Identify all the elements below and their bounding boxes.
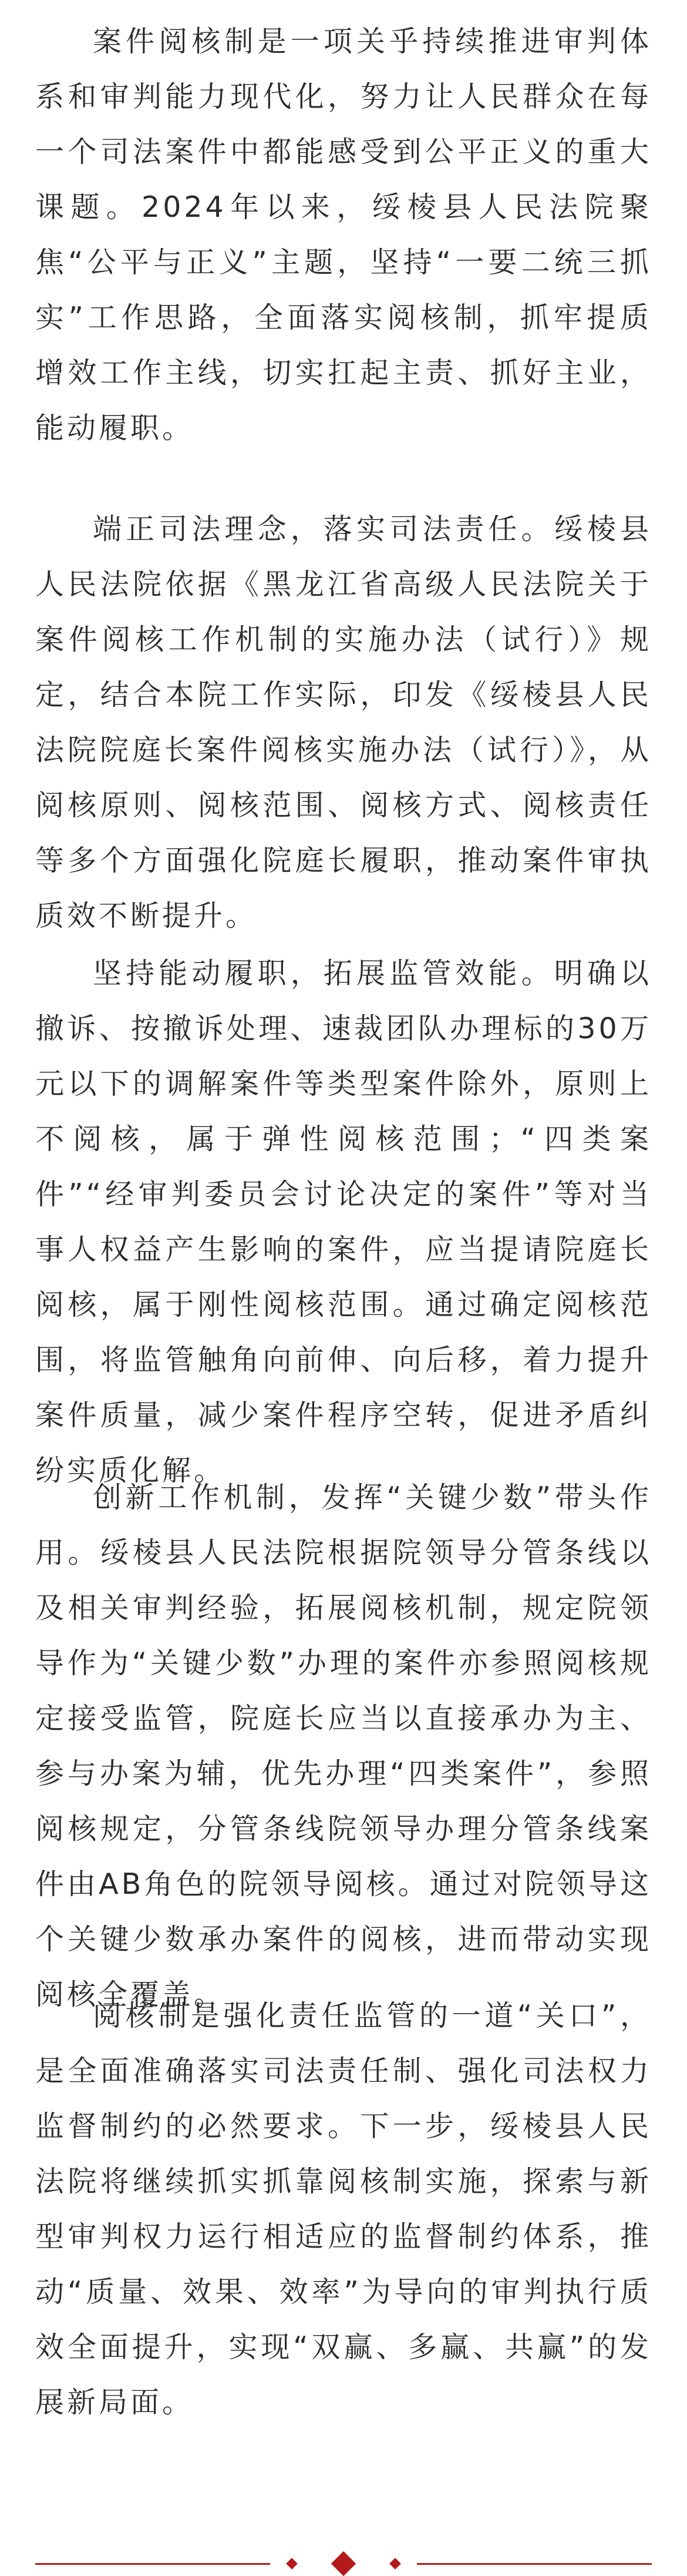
article-paragraph-intro: 案件阅核制是一项关乎持续推进审判体系和审判能力现代化，努力让人民群众在每一个司法案件中都能感受到公平正义的重大课题。2024年以来，绥棱县人民法院聚焦“公平与正义”主题，坚持“一要二统三抓实”工作思路，全面落实阅核制，抓牢提质增效工作主线，切实扛起主责、抓好主业，能动履职。 xyxy=(35,25,652,445)
article-paragraph-conclusion: 阅核制是强化责任监管的一道“关口”，是全面准确落实司法责任制、强化司法权力监督制约的必然要求。下一步，绥棱县人民法院将继续抓实抓靠阅核制实施，探索与新型审判权力运行相适应的监督制约体系，推动“质量、效果、效率”为导向的审判执行质效全面提升，实现“双赢、多赢、共赢”的发展新局面。 xyxy=(35,1999,652,2419)
article-paragraph-key-minority: 创新工作机制，发挥“关键少数”带头作用。绥棱县人民法院根据院领导分管条线以及相关审判经验，拓展阅核机制，规定院领导作为“关键少数”办理的案件亦参照阅核规定接受监管，院庭长应当以直接承办为主、参与办案为辅，优先办理“四类案件”，参照阅核规定，分管条线院领导办理分管条线案件由AB角色的院领导阅核。通过对院领导这个关键少数承办案件的阅核，进而带动实现阅核全覆盖。 xyxy=(35,1481,652,2011)
divider-line-right xyxy=(417,2563,652,2565)
divider-diamond-center xyxy=(331,2551,356,2576)
article-paragraph-supervision: 坚持能动履职，拓展监管效能。明确以撤诉、按撤诉处理、速裁团队办理标的30万元以下的调解案件等类型案件除外，原则上不阅核，属于弹性阅核范围；“四类案件”“经审判委员会讨论决定的案件”等对当事人权益产生影响的案件，应当提请院庭长阅核，属于刚性阅核范围。通过确定阅核范围，将监管触角向前伸、向后移，着力提升案件质量，减少案件程序空转，促进矛盾纠纷实质化解。 xyxy=(35,957,652,1487)
ornamental-divider xyxy=(35,2550,652,2576)
divider-diamond-small-left xyxy=(286,2558,298,2570)
divider-diamond-small-right xyxy=(389,2558,401,2570)
article-paragraph-judicial-responsibility: 端正司法理念，落实司法责任。绥棱县人民法院依据《黑龙江省高级人民法院关于案件阅核工作机制的实施办法（试行）》规定，结合本院工作实际，印发《绥棱县人民法院院庭长案件阅核实施办法（试行）》，从阅核原则、阅核范围、阅核方式、阅核责任等多个方面强化院庭长履职，推动案件审执质效不断提升。 xyxy=(35,512,652,933)
divider-line-left xyxy=(35,2563,270,2565)
